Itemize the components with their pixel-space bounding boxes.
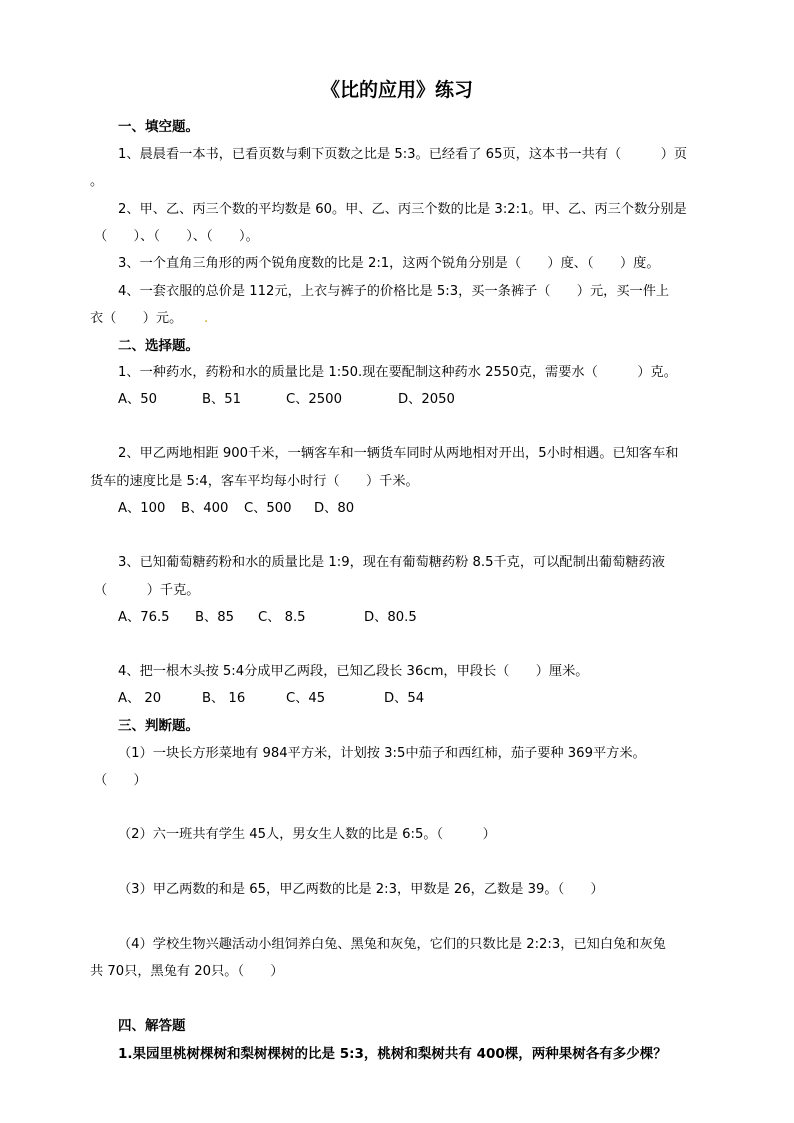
s2-question-3-line-1: 3、已知葡萄糖药粉和水的质量比是 1:9，现在有葡萄糖药粉 8.5千克，可以配制出葡萄糖药液 (118, 555, 665, 570)
s2-q3-option-d: D、80.5 (364, 610, 417, 625)
s3-question-1-line-1: （1）一块长方形菜地有 984平方米，计划按 3:5中茄子和西红柿，茄子要种 369平方米。 (118, 746, 646, 761)
s2-question-2-line-2: 货车的速度比是 5:4，客车平均每小时行（ ）千米。 (90, 474, 419, 489)
s2-q2-option-a: A、100 (118, 501, 166, 516)
s2-q1-option-d: D、2050 (398, 392, 455, 407)
s2-q2-option-d: D、80 (314, 501, 355, 516)
s3-question-2: （2）六一班共有学生 45人，男女生人数的比是 6:5。（ ） (118, 827, 496, 842)
s2-question-4: 4、把一根木头按 5:4分成甲乙两段，已知乙段长 36cm，甲段长（ ）厘米。 (118, 664, 589, 679)
page-title: 《比的应用》练习 (320, 79, 473, 101)
s2-question-1: 1、一种药水，药粉和水的质量比是 1:50.现在要配制这种药水 2550克，需要水（ ）克。 (118, 365, 677, 380)
s2-q4-option-b: B、 16 (202, 691, 246, 706)
s2-q1-option-b: B、51 (202, 392, 242, 407)
stray-dot: . (204, 311, 209, 326)
s1-question-4-line-1: 4、一套衣服的总价是 112元，上衣与裤子的价格比是 5:3，买一条裤子（ ）元，买一件上 (118, 284, 670, 299)
s2-q1-option-c: C、2500 (286, 392, 342, 407)
s3-question-4-line-1: （4）学校生物兴趣活动小组饲养白兔、黑兔和灰兔，它们的只数比是 2:2:3，已知白兔和灰兔 (118, 937, 666, 952)
s2-q1-option-a: A、50 (118, 392, 157, 407)
section-3-heading: 三、判断题。 (118, 718, 199, 734)
s2-q4-option-a: A、 20 (118, 691, 162, 706)
s2-question-3-line-2: （ ）千克。 (94, 583, 200, 598)
s2-q2-option-c: C、500 (244, 501, 292, 516)
s1-question-4-line-2: 衣（ ）元。 (90, 311, 183, 326)
s1-question-3: 3、一个直角三角形的两个锐角度数的比是 2:1，这两个锐角分别是（ ）度、（ ）度。 (118, 256, 660, 271)
s2-q2-option-b: B、400 (181, 501, 229, 516)
s3-question-4-line-2: 共 70只，黑兔有 20只。（ ） (90, 964, 284, 979)
s1-question-2-line-1: 2、甲、乙、丙三个数的平均数是 60。甲、乙、丙三个数的比是 3:2:1。甲、乙、丙三个数分别是 (118, 202, 687, 217)
s2-q3-option-c: C、 8.5 (258, 610, 306, 625)
s2-q4-option-c: C、45 (286, 691, 326, 706)
s2-q3-option-a: A、76.5 (118, 610, 170, 625)
s1-question-2-line-2: （ ）、（ ）、（ ）。 (94, 229, 259, 244)
section-4-heading: 四、解答题 (118, 1018, 186, 1034)
s4-question-1: 1.果园里桃树棵树和梨树棵树的比是 5:3，桃树和梨树共有 400棵，两种果树各有多少棵？ (118, 1046, 667, 1062)
section-2-heading: 二、选择题。 (118, 338, 199, 354)
s3-question-1-line-2: （ ） (94, 773, 147, 788)
s1-question-1-line-1: 1、晨晨看一本书，已看页数与剩下页数之比是 5:3。已经看了 65页，这本书一共有（ ）页 (118, 147, 688, 162)
s3-question-3: （3）甲乙两数的和是 65，甲乙两数的比是 2:3，甲数是 26，乙数是 39。（ ） (118, 882, 604, 897)
s2-q3-option-b: B、85 (195, 610, 235, 625)
s2-q4-option-d: D、54 (384, 691, 425, 706)
s1-question-1-line-2: 。 (90, 174, 104, 189)
section-1-heading: 一、填空题。 (118, 119, 199, 135)
s2-question-2-line-1: 2、甲乙两地相距 900千米，一辆客车和一辆货车同时从两地相对开出，5小时相遇。已知客车和 (118, 446, 679, 461)
